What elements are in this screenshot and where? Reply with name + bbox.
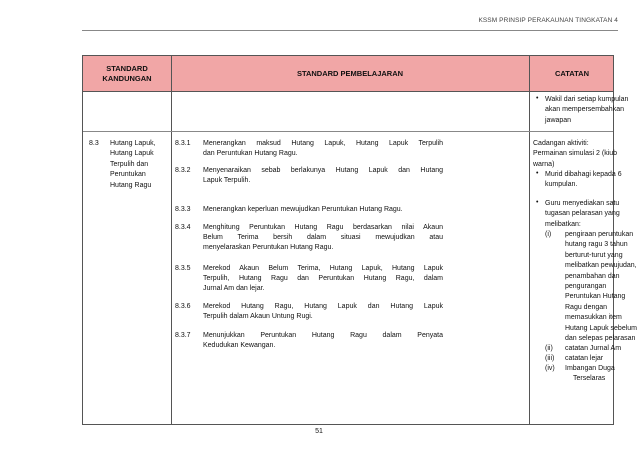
- row-divider: [83, 131, 613, 132]
- page-number: 51: [315, 428, 323, 435]
- kandungan-title: Hutang Lapuk, Hutang Lapuk Terpulih dan Peruntukan Hutang Ragu: [110, 140, 156, 189]
- curriculum-table: STANDARD KANDUNGAN STANDARD PEMBELAJARAN CATATAN • Wakil dari setiap kumpulan akan mempersembahkan jawapan 8.3 Hutang Lapuk, Hutang Lapuk Terpulih dan Peruntukan Hutang Ragu 8.3.1 Menerangkan maksud Hutang Lapuk, Hutang Lapuk Terpulih dan Peruntukan Hutang Ragu. 8.3.2 Menyenaraikan sebab berlakunya Hutang Lapuk dan Hutang Lapuk Terpulih. 8.3.3 Menerangkan keperluan mewujudkan Peruntukan Hutang Ragu. 8.3.4 Menghitung Peruntukan Hutang Ragu berdasarkan nilai Akaun Belum Terima bersih dalam situasi mewujudkan atau menyelaraskan Peruntukan Hutang Ragu. 8.3.5 Merekod Akaun Belum Terima, Hutang Lapuk, Hutang Lapuk Terpulih, Hutang Ragu dan Peruntukan Hutang Ragu, dalam Jurnal Am dan lejar. 8.3.6 Merekod Hutang Ragu, Hutang Lapuk dan Hutang Lapuk Terpulih dalam Akaun Untung Rugi. 8.3.7 Menunjukkan Peruntukan Hutang Ragu dalam Penyata Kedudukan Kewangan. Cadangan aktiviti: Permainan simulasi 2 (kiub warna) • Murid dibahagi kepada 6 kumpulan. • Guru menyediakan satu tugasan pelarasan yang melibatkan: (i) pengiraan peruntukan hutang ragu 3 tahun berturut-turut yang melibatkan pewujudan, penambahan dan pengurangan Peruntukan Hutang Ragu dengan memasukkan item Hutang Lapuk sebelum dan selepas pelarasan (ii) catatan Jurnal Am (iii) catatan lejar (iv) Imbangan Duga Terselaras: [82, 55, 614, 425]
- col-standard-pembelajaran: STANDARD PEMBELAJARAN: [296, 68, 404, 78]
- catatan-bullet-kumpulan: Murid dibahagi kepada 6 kumpulan.: [545, 171, 622, 189]
- header-rule: [82, 30, 618, 31]
- bullet-icon: •: [536, 199, 539, 206]
- catatan-aktiviti: Cadangan aktiviti: Permainan simulasi 2 (kiub warna): [533, 140, 618, 168]
- bullet-icon: •: [536, 95, 539, 102]
- kandungan-number: 8.3: [89, 140, 99, 147]
- col-catatan: CATATAN: [554, 68, 590, 78]
- col-standard-kandungan: STANDARD KANDUNGAN: [102, 64, 152, 83]
- table-header-row: [83, 56, 613, 92]
- column-divider: [529, 56, 530, 424]
- catatan-bullet-tugasan: Guru menyediakan satu tugasan pelarasan yang melibatkan:: [545, 200, 620, 228]
- column-divider: [171, 56, 172, 424]
- bullet-icon: •: [536, 170, 539, 177]
- catatan-top-note: Wakil dari setiap kumpulan akan mempersembahkan jawapan: [545, 96, 629, 124]
- running-header: KSSM PRINSIP PERAKAUNAN TINGKATAN 4: [478, 17, 618, 24]
